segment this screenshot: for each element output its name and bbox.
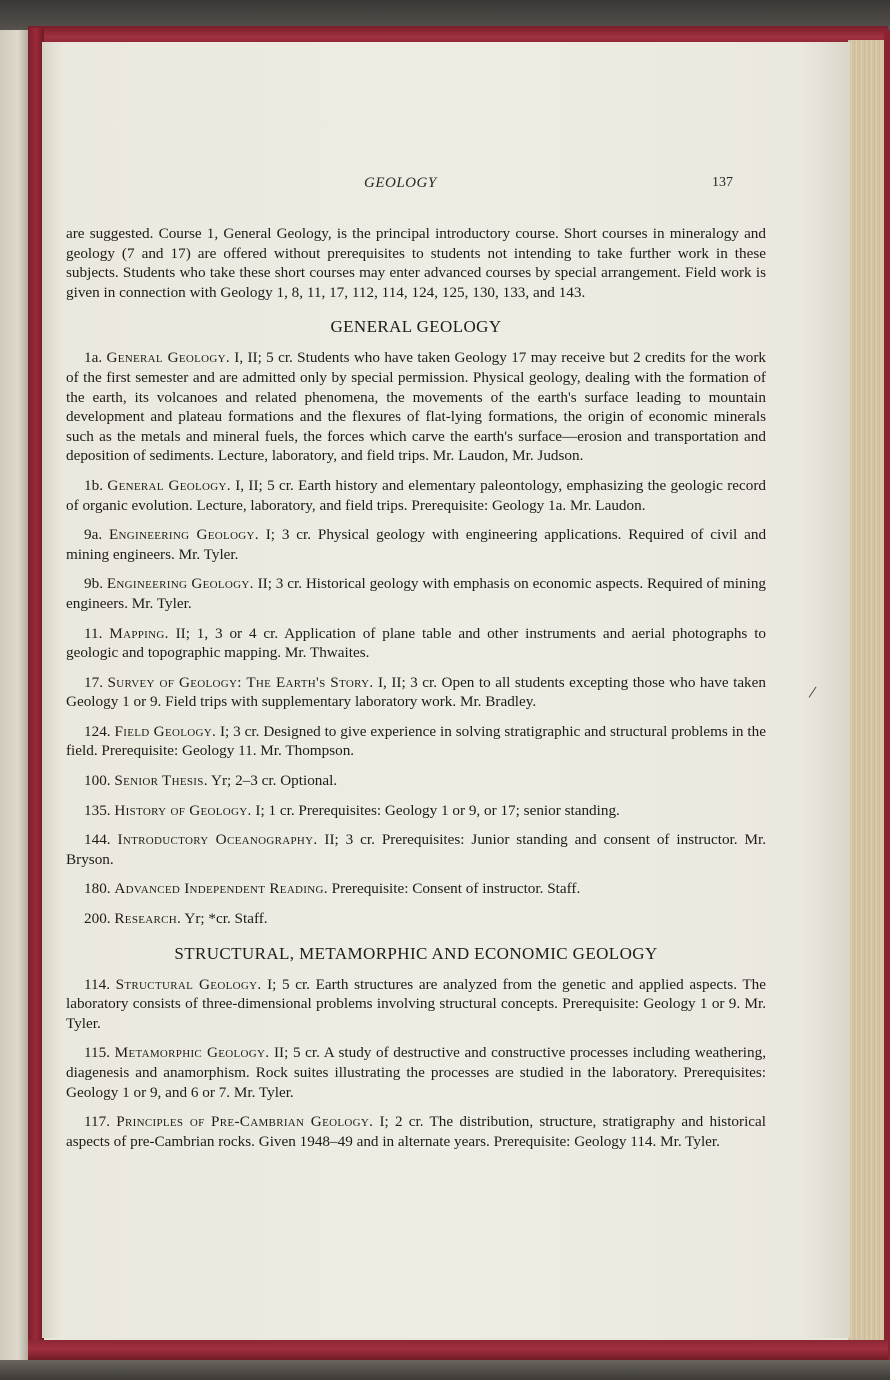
course-title: Research. xyxy=(114,910,182,928)
course-description: Yr; 2–3 cr. Optional. xyxy=(211,772,338,790)
course-title: History of Geology. xyxy=(114,801,252,819)
course-description: II; 5 cr. A study of destructive and constructive processes including weathering, diagenesis and anamorphism. Rock suites illustrating the processes are studied in the laboratory. Prerequisites: Geology 1 or 9, and 6 or 7. Mr. Tyler. xyxy=(66,1044,767,1101)
course-description: I, II; 5 cr. Students who have taken Geology 17 may receive but 2 credits for the work of the first semester and are admitted only by special permission. Physical geology, dealing with the formation of the earth, its volcanoes and related phenomena, the movements of the earth's surface leading to mountain development and plateau formations and the flexures of flat-lying formations, the origin of economic minerals such as the metals and mineral fuels, the forces which carve the earth's surface—erosion and transportation and deposition of sediments. Lecture, laboratory, and field trips. Mr. Laudon, Mr. Judson. xyxy=(66,349,766,465)
course-entry xyxy=(66,1112,766,1151)
course-number: 11. xyxy=(84,624,103,642)
course-description: I; 3 cr. Physical geology with engineering applications. Required of civil and mining engineers. Mr. Tyler. xyxy=(66,526,767,563)
course-entry xyxy=(66,476,766,515)
course-entry xyxy=(66,879,766,899)
course-sections xyxy=(66,316,766,1151)
course-number: 9b. xyxy=(84,575,103,593)
course-title: Metamorphic Geology. xyxy=(114,1044,270,1062)
course-title: Field Geology. xyxy=(114,722,217,740)
course-description: I; 3 cr. Designed to give experience in solving stratigraphic and structural problems in the field. Prerequisite: Geology 11. Mr. Thompson. xyxy=(66,722,766,760)
course-title: General Geology. xyxy=(107,476,231,494)
course-number: 144. xyxy=(84,831,111,849)
course-number: 114. xyxy=(84,975,111,993)
course-entry xyxy=(66,830,766,869)
intro-paragraph: are suggested. Course 1, General Geology, is the principal introductory course. Short courses in mineralogy and geology (7 and 17) are offered without prerequisites to students not intending to take further work in these subjects. Students who take these short courses may enter advanced courses by special arrangement. Field work is given in connection with Geology 1, 8, 11, 17, 112, 114, 124, 125, 130, 133, and 143. xyxy=(66,225,766,301)
course-number: 1b. xyxy=(84,476,103,494)
course-entry xyxy=(66,909,766,929)
running-title: GEOLOGY xyxy=(364,175,437,191)
scan-background-bottom xyxy=(0,1360,890,1380)
course-entry xyxy=(66,801,766,821)
course-number: 200. xyxy=(84,910,111,928)
course-title: Engineering Geology. xyxy=(108,526,259,544)
course-entry xyxy=(66,348,766,466)
course-description: II; 3 cr. Historical geology with emphasis on economic aspects. Required of mining engineers. Mr. Tyler. xyxy=(66,575,767,612)
course-description: Yr; *cr. Staff. xyxy=(184,910,268,928)
course-description: II; 1, 3 or 4 cr. Application of plane table and other instruments and aerial photographs to geologic and topographic mapping. Mr. Thwaites. xyxy=(66,624,767,662)
book-cover-bottom-edge xyxy=(28,1340,888,1362)
page-stack-edges xyxy=(848,40,886,1340)
course-number: 135. xyxy=(84,801,111,819)
course-entry xyxy=(66,975,766,1034)
course-description: I; 1 cr. Prerequisites: Geology 1 or 9, or 17; senior standing. xyxy=(255,801,620,819)
course-number: 9a. xyxy=(84,526,103,544)
course-entry xyxy=(66,673,766,712)
course-number: 117. xyxy=(84,1113,111,1131)
course-number: 100. xyxy=(84,772,111,790)
page-number: 137 xyxy=(712,175,733,190)
book-cover-right-edge xyxy=(884,30,890,1360)
page xyxy=(42,42,850,1338)
course-entry xyxy=(66,624,766,663)
section-heading: GENERAL GEOLOGY xyxy=(330,317,502,337)
previous-page-edge xyxy=(0,30,30,1360)
course-title: General Geology. xyxy=(106,349,230,367)
course-title: Structural Geology. xyxy=(115,975,262,993)
course-title: Principles of Pre-Cambrian Geology. xyxy=(116,1113,374,1131)
course-description: I; 5 cr. Earth structures are analyzed from the genetic and applied aspects. The laboratory consists of three-dimensional problems involving structural concepts. Prerequisite: Geology 1 or 9. Mr. Tyler. xyxy=(66,975,766,1032)
page-header xyxy=(42,175,850,197)
margin-pencil-mark: / xyxy=(807,681,818,703)
course-description: I, II; 5 cr. Earth history and elementary paleontology, emphasizing the geologic record of organic evolution. Lecture, laboratory, and field trips. Prerequisite: Geology 1a. Mr. Laudon. xyxy=(66,476,766,514)
course-description: I; 2 cr. The distribution, structure, stratigraphy and historical aspects of pre-Cambrian rocks. Given 1948–49 and in alternate years. Prerequisite: Geology 114. Mr. Tyler. xyxy=(66,1113,767,1150)
course-entry xyxy=(66,771,766,791)
course-entry xyxy=(66,525,766,564)
course-entry xyxy=(66,1043,766,1102)
course-number: 1a. xyxy=(84,349,103,367)
course-number: 115. xyxy=(84,1044,111,1062)
course-entry xyxy=(66,722,766,761)
course-description: Prerequisite: Consent of instructor. Staff. xyxy=(331,880,581,898)
course-number: 180. xyxy=(84,880,111,898)
course-number: 124. xyxy=(84,722,111,740)
course-title: Introductory Oceanography. xyxy=(117,831,318,849)
course-description: II; 3 cr. Prerequisites: Junior standing and consent of instructor. Mr. Bryson. xyxy=(66,831,767,868)
course-description: I, II; 3 cr. Open to all students excepting those who have taken Geology 1 or 9. Field trips with supplementary laboratory work. Mr. Bradley. xyxy=(66,673,766,711)
body-text xyxy=(66,224,766,1161)
course-number: 17. xyxy=(84,673,103,691)
course-title: Advanced Independent Reading. xyxy=(114,880,328,898)
section-heading: STRUCTURAL, METAMORPHIC AND ECONOMIC GEOLOGY xyxy=(174,943,658,963)
course-title: Senior Thesis. xyxy=(114,772,208,790)
course-title: Engineering Geology. xyxy=(106,575,254,593)
course-title: Survey of Geology: The Earth's Story. xyxy=(107,673,374,691)
course-entry xyxy=(66,574,766,613)
course-title: Mapping. xyxy=(109,624,169,642)
